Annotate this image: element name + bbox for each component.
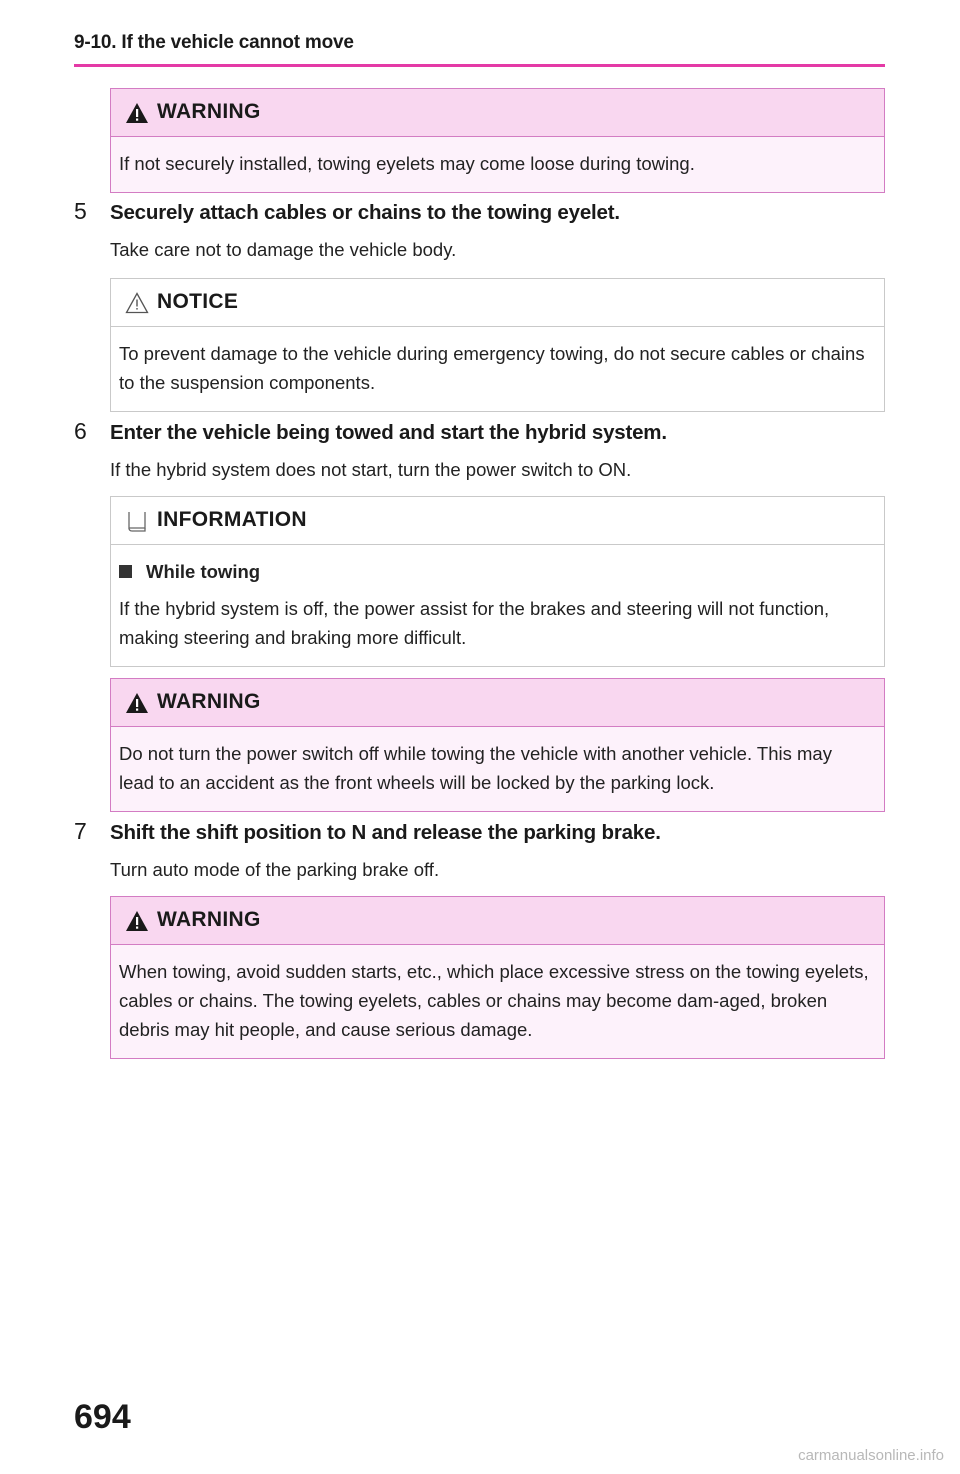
- book-icon: [125, 510, 149, 532]
- information-box-header: [111, 497, 884, 545]
- warning-triangle-icon: [125, 102, 149, 124]
- warning-box: [110, 88, 885, 193]
- step-6: [74, 418, 885, 481]
- step-title: Securely attach cables or chains to the towing eyelet.: [110, 201, 620, 224]
- warning-box-header: [111, 679, 884, 727]
- step-number: 6: [74, 418, 87, 444]
- warning-text: If not securely installed, towing eyelets may come loose during towing.: [111, 137, 884, 192]
- notice-triangle-icon: [125, 292, 149, 314]
- step-title: Shift the shift position to N and release the parking brake.: [110, 821, 661, 844]
- information-text: If the hybrid system is off, the power assist for the brakes and steering will not function, making steering and braking more difficult.: [119, 598, 830, 648]
- warning-label: WARNING: [157, 690, 261, 713]
- step-description: Turn auto mode of the parking brake off.: [110, 859, 440, 880]
- step-description: If the hybrid system does not start, turn the power switch to ON.: [110, 459, 632, 480]
- warning-label: WARNING: [157, 100, 261, 123]
- notice-box-header: [111, 279, 884, 327]
- warning-triangle-icon: [125, 910, 149, 932]
- warning-box: [110, 896, 885, 1059]
- notice-box: [110, 278, 885, 412]
- warning-label: WARNING: [157, 908, 261, 931]
- notice-label: NOTICE: [157, 290, 239, 313]
- watermark: carmanualsonline.info: [798, 1447, 944, 1464]
- warning-text: Do not turn the power switch off while towing the vehicle with another vehicle. This may lead to an accident as the front wheels will be locked by the parking lock.: [111, 727, 884, 811]
- information-subheading: [119, 557, 870, 586]
- step-number: 7: [74, 818, 87, 844]
- information-body: [111, 545, 884, 666]
- step-title: Enter the vehicle being towed and start the hybrid system.: [110, 421, 667, 444]
- information-box: [110, 496, 885, 667]
- warning-box: [110, 678, 885, 812]
- warning-box-header: [111, 89, 884, 137]
- warning-triangle-icon: [125, 692, 149, 714]
- step-description: Take care not to damage the vehicle body.: [110, 239, 457, 260]
- page-section-title: 9-10. If the vehicle cannot move: [74, 32, 354, 53]
- step-5: [74, 198, 885, 261]
- information-label: INFORMATION: [157, 508, 307, 531]
- subheading-text: While towing: [146, 561, 261, 582]
- notice-text: To prevent damage to the vehicle during emergency towing, do not secure cables or chains to the suspension components.: [111, 327, 884, 411]
- step-7: [74, 818, 885, 881]
- step-number: 5: [74, 198, 87, 224]
- warning-box-header: [111, 897, 884, 945]
- header-divider: [74, 64, 885, 67]
- warning-text: When towing, avoid sudden starts, etc., which place excessive stress on the towing eyelets, cables or chains. The towing eyelets, cables or chains may become dam-aged, broken debris may hit people, and cause serious damage.: [111, 945, 884, 1058]
- page-number: 694: [74, 1398, 131, 1436]
- square-bullet-icon: [119, 565, 132, 578]
